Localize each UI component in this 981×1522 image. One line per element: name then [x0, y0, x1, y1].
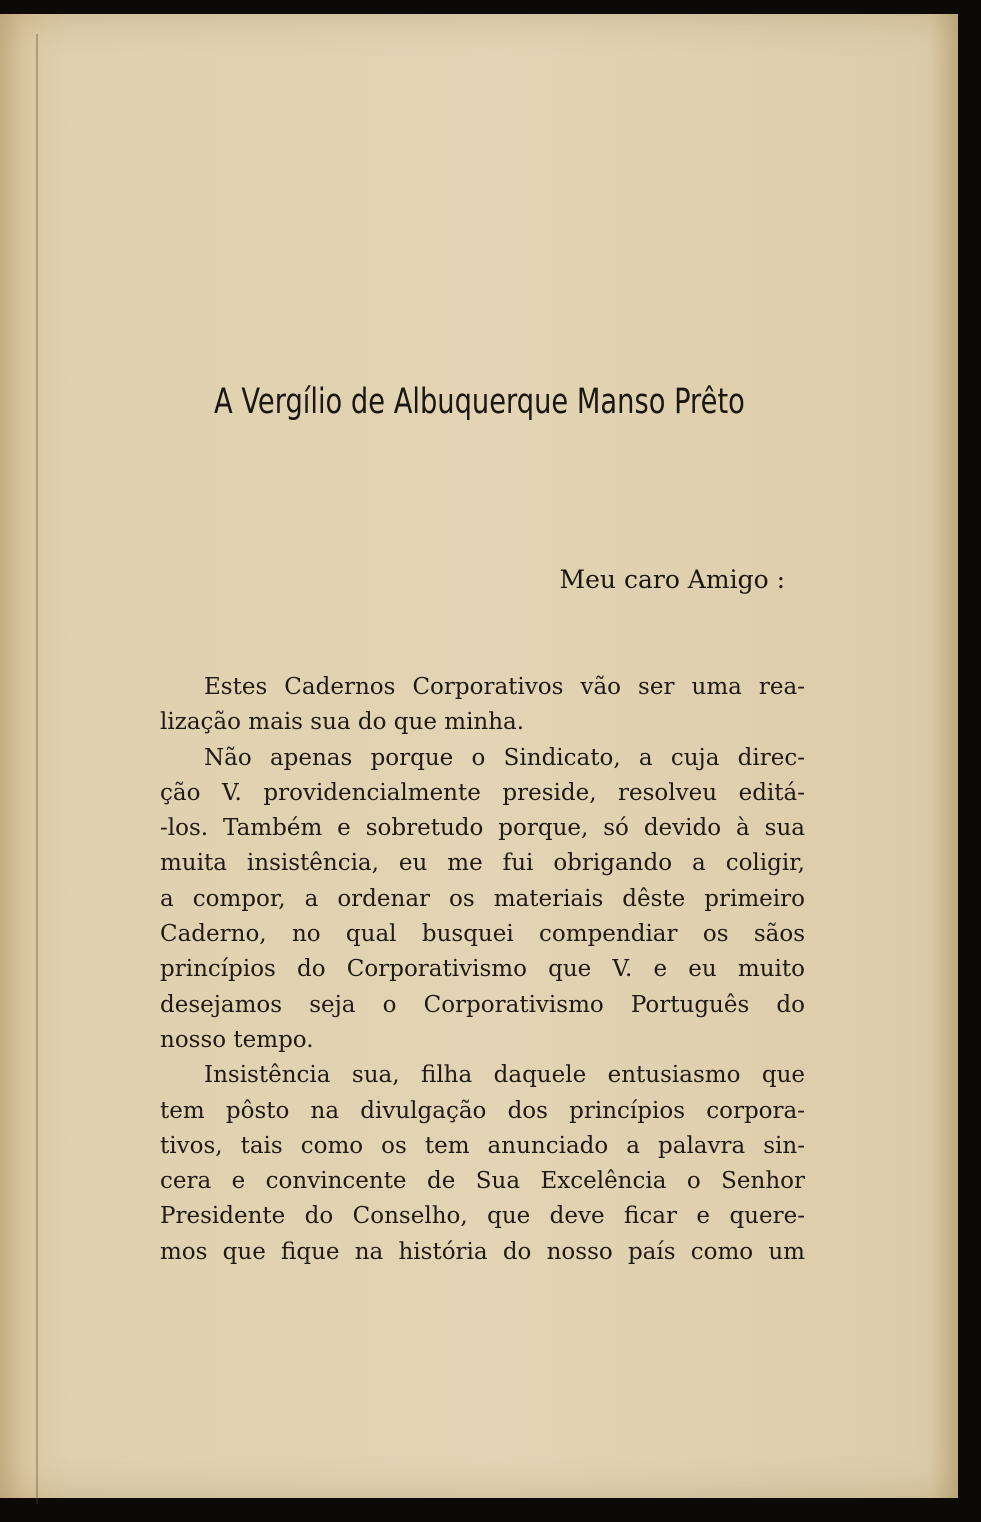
page-gutter — [36, 34, 38, 1504]
text-line: Estes Cadernos Corporativos vão ser uma rea- — [204, 674, 805, 700]
text-line: -los. Também e sobretudo porque, só devido à sua — [160, 815, 805, 842]
text-line: cera e convincente de Sua Excelência o Senhor — [160, 1168, 805, 1195]
text-line: a compor, a ordenar os materiais dêste primeiro — [160, 885, 805, 912]
text-line: Insistência sua, filha daquele entusiasmo que — [204, 1062, 805, 1089]
text-line: ção V. providencialmente preside, resolveu editá- — [160, 779, 805, 806]
letter-body — [160, 670, 805, 1270]
salutation: Meu caro Amigo : — [559, 565, 785, 594]
text-line: desejamos seja o Corporativismo Português do — [160, 991, 805, 1018]
text-line: princípios do Corporativismo que V. e eu muito — [160, 956, 805, 983]
text-line: tivos, tais como os tem anunciado a palavra sin- — [160, 1132, 805, 1159]
text-line: mos que fique na história do nosso país como um — [160, 1238, 805, 1265]
dedication-heading: A Vergílio de Albuquerque Manso Prêto — [213, 382, 745, 422]
text-line: Caderno, no qual busquei compendiar os sãos — [160, 921, 805, 948]
text-line: Não apenas porque o Sindicato, a cuja direc- — [204, 744, 805, 771]
text-line: tem pôsto na divulgação dos princípios corpora- — [160, 1097, 805, 1124]
text-line: lização mais sua do que minha. — [160, 709, 525, 736]
text-line: Presidente do Conselho, que deve ficar e quere- — [160, 1203, 805, 1230]
text-line: nosso tempo. — [160, 1026, 314, 1053]
text-line: muita insistência, eu me fui obrigando a coligir, — [160, 850, 805, 877]
